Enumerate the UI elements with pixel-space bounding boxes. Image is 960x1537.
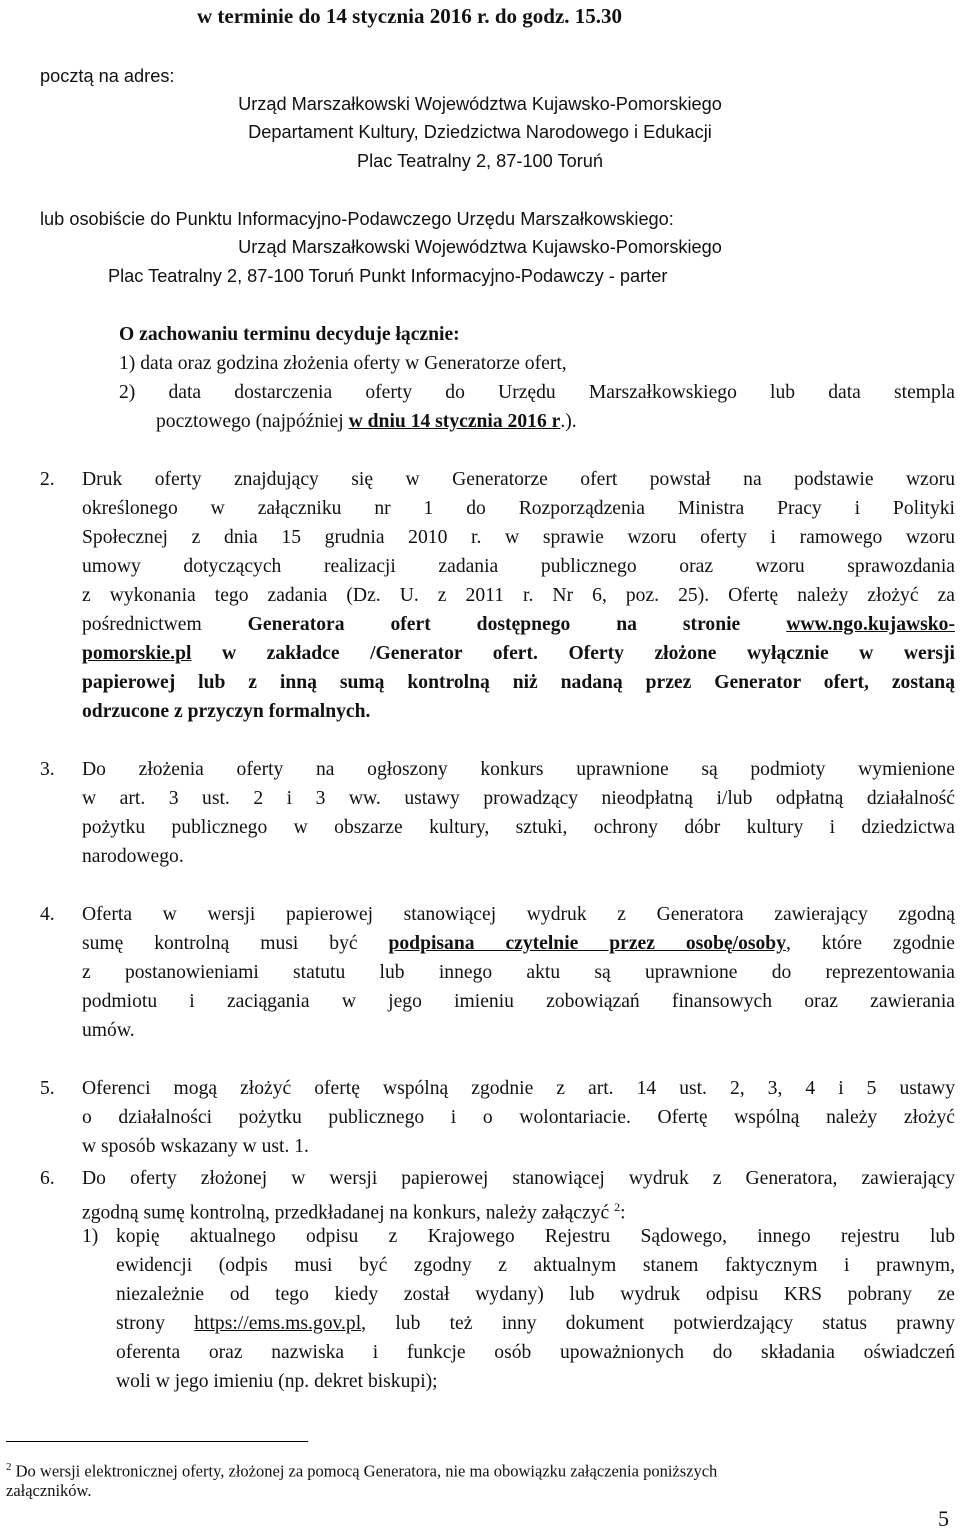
p2-line-4: umowy dotyczących realizacji zadania publicznego oraz wzoru sprawozdania	[82, 556, 955, 577]
p4-line-3: z postanowieniami statutu lub innego aktu są uprawnione do reprezentowania	[82, 962, 955, 983]
footnote-line-1: $^2$ Do wersji elektronicznej oferty, złożonej za pomocą Generatora, nie ma obowiązku załączenia poniższych	[6, 1461, 718, 1481]
term-item-1: 1) data oraz godzina złożenia oferty w Generatorze ofert,	[119, 353, 567, 374]
p3-line-1: Do złożenia oferty na ogłoszony konkurs uprawnione są podmioty wymienione	[82, 759, 955, 780]
term-heading: O zachowaniu terminu decyduje łącznie:	[119, 324, 460, 345]
p2-number: 2.	[40, 469, 55, 490]
page-number: 5	[938, 1506, 949, 1531]
term-item-2-line-2: pocztowego (najpóźniej w dniu 14 stycznia 2016 r.).	[156, 411, 577, 432]
generator-link-cont[interactable]: pomorskie.pl	[82, 643, 192, 664]
p4-line-5: umów.	[82, 1020, 135, 1041]
p6-sub1-line-6: woli w jego imieniu (np. dekret biskupi);	[116, 1371, 438, 1392]
p6-sub1-number: 1)	[82, 1226, 99, 1247]
krs-link[interactable]: https://ems.ms.gov.pl	[194, 1313, 362, 1334]
p2-line-3: Społecznej z dnia 15 grudnia 2010 r. w sprawie wzoru oferty i ramowego wzoru	[82, 527, 955, 548]
p5-number: 5.	[40, 1078, 55, 1099]
p6-line-2: zgodną sumę kontrolną, przedkładanej na konkurs, należy załączyć $^2$:	[82, 1200, 626, 1224]
generator-link[interactable]: www.ngo.kujawsko-	[786, 614, 955, 635]
p6-sub1-line-2: ewidencji (odpis musi być zgodny z aktualnym stanem faktycznym i prawnym,	[116, 1255, 955, 1276]
p2-line-7: pomorskie.pl w zakładce /Generator ofert. Oferty złożone wyłącznie w wersji	[82, 643, 955, 664]
term-item-2-line-1: 2) data dostarczenia oferty do Urzędu Marszałkowskiego lub data stempla	[119, 382, 955, 403]
deadline-line: w terminie do 14 stycznia 2016 r. do godz. 15.30	[197, 4, 623, 28]
p3-number: 3.	[40, 759, 55, 780]
p6-line-1: Do oferty złożonej w wersji papierowej stanowiącej wydruk z Generatora, zawierający	[82, 1168, 955, 1189]
p3-line-2: w art. 3 ust. 2 i 3 ww. ustawy prowadzący nieodpłatną i/lub odpłatną działalność	[82, 788, 955, 809]
p4-number: 4.	[40, 904, 55, 925]
p6-sub1-line-5: oferenta oraz nazwiska i funkcje osób upoważnionych do składania oświadczeń	[116, 1342, 955, 1363]
p5-line-2: o działalności pożytku publicznego i o wolontariacie. Ofertę wspólną należy złożyć	[82, 1107, 955, 1128]
mail-address-line-1: Urząd Marszałkowski Województwa Kujawsko-Pomorskiego	[238, 94, 722, 114]
personal-address-line-2: Plac Teatralny 2, 87-100 Toruń Punkt Informacyjno-Podawczy - parter	[108, 266, 668, 286]
footnote-separator	[6, 1441, 308, 1442]
p3-line-3: pożytku publicznego w obszarze kultury, sztuki, ochrony dóbr kultury i dziedzictwa	[82, 817, 955, 838]
p6-sub1-line-1: kopię aktualnego odpisu z Krajowego Rejestru Sądowego, innego rejestru lub	[116, 1226, 955, 1247]
p5-line-3: w sposób wskazany w ust. 1.	[82, 1136, 309, 1157]
p6-sub1-line-3: niezależnie od tego kiedy został wydany) lub wydruk odpisu KRS pobrany ze	[116, 1284, 955, 1305]
p4-line-2: sumę kontrolną musi być podpisana czytelnie przez osobę/osoby, które zgodnie	[82, 933, 955, 954]
p2-line-6: pośrednictwem Generatora ofert dostępnego na stronie www.ngo.kujawsko-	[82, 614, 955, 635]
p2-line-2: określonego w załączniku nr 1 do Rozporządzenia Ministra Pracy i Polityki	[82, 498, 955, 519]
p5-line-1: Oferenci mogą złożyć ofertę wspólną zgodnie z art. 14 ust. 2, 3, 4 i 5 ustawy	[82, 1078, 955, 1099]
p2-line-8: papierowej lub z inną sumą kontrolną niż nadaną przez Generator ofert, zostaną	[82, 672, 955, 693]
footnote-ref[interactable]: 2	[614, 1200, 621, 1214]
p6-number: 6.	[40, 1168, 55, 1189]
footnote-line-2: załączników.	[6, 1481, 92, 1500]
p4-line-4: podmiotu i zaciągania w jego imieniu zobowiązań finansowych oraz zawierania	[82, 991, 955, 1012]
p2-line-5: z wykonania tego zadania (Dz. U. z 2011 r. Nr 6, poz. 25). Ofertę należy złożyć za	[82, 585, 955, 606]
p6-sub1-line-4: strony https://ems.ms.gov.pl, lub też inny dokument potwierdzający status prawny	[116, 1313, 955, 1334]
p4-line-1: Oferta w wersji papierowej stanowiącej wydruk z Generatora zawierający zgodną	[82, 904, 955, 925]
p3-line-4: narodowego.	[82, 846, 184, 867]
mail-address-line-2: Departament Kultury, Dziedzictwa Narodowego i Edukacji	[248, 122, 712, 142]
personal-intro: lub osobiście do Punktu Informacyjno-Podawczego Urzędu Marszałkowskiego:	[40, 209, 674, 229]
mail-address-line-3: Plac Teatralny 2, 87-100 Toruń	[356, 151, 604, 171]
personal-address-line-1: Urząd Marszałkowski Województwa Kujawsko-Pomorskiego	[238, 237, 722, 257]
p2-line-9: odrzucone z przyczyn formalnych.	[82, 701, 371, 722]
mail-intro: pocztą na adres:	[40, 66, 175, 86]
p2-line-1: Druk oferty znajdujący się w Generatorze ofert powstał na podstawie wzoru	[82, 469, 955, 490]
